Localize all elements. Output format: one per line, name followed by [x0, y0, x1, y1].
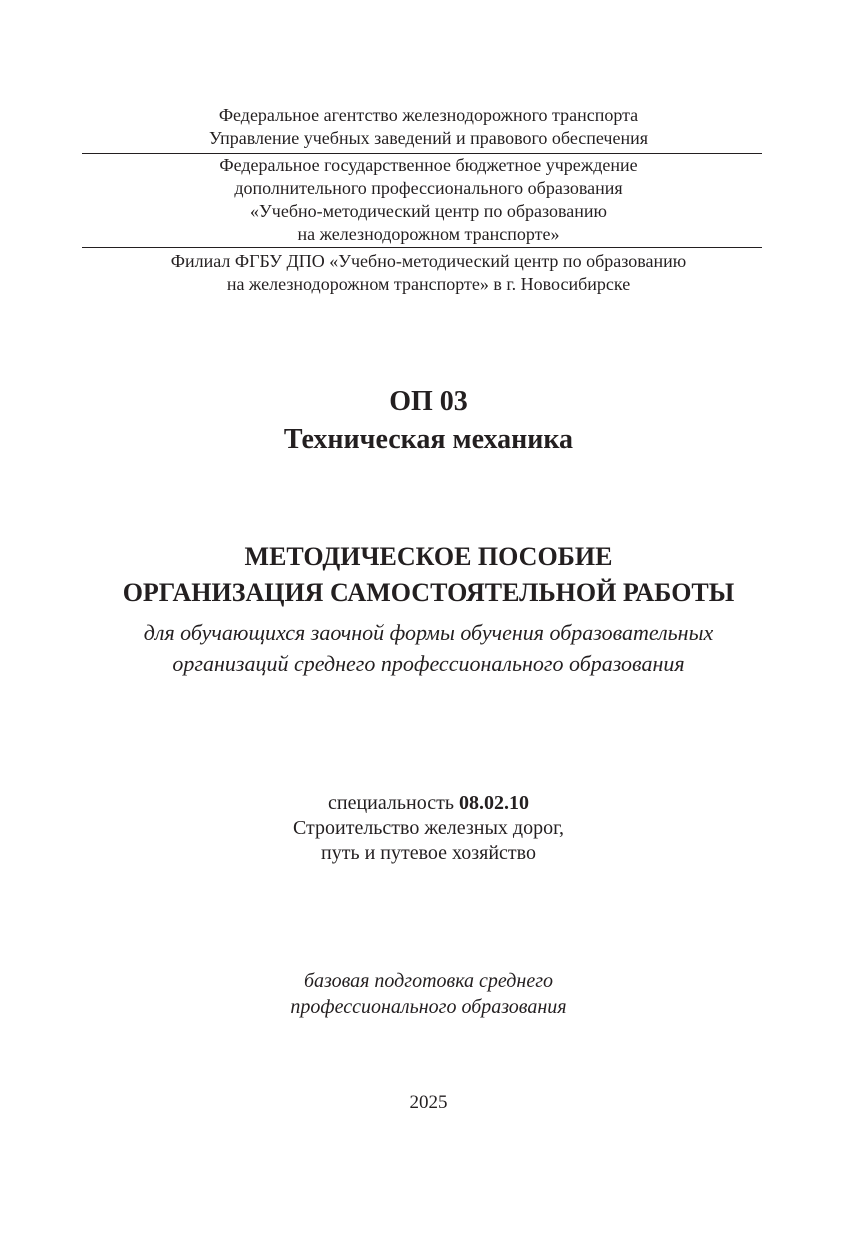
branch-line-2: на железнодорожном транспорте» в г. Новосибирске: [226, 274, 631, 294]
specialty-block: [0, 791, 857, 866]
specialty-code-line: [0, 791, 857, 816]
audience-block: [0, 617, 857, 679]
branch-block: [0, 250, 857, 296]
specialty-code: 08.02.10: [458, 792, 529, 814]
document-type-line-1: МЕТОДИЧЕСКОЕ ПОСОБИЕ: [244, 542, 613, 571]
agency-line-1: Федеральное агентство железнодорожного транспорта: [218, 105, 639, 125]
discipline-code: ОП 03: [389, 386, 468, 417]
institution-block: [0, 154, 857, 246]
publication-year: 2025: [409, 1092, 448, 1113]
document-type-block: [0, 539, 857, 611]
institution-line-4: на железнодорожном транспорте»: [297, 224, 560, 244]
institution-line-3: «Учебно-методический центр по образованию: [250, 201, 607, 221]
training-level-block: [0, 968, 857, 1020]
training-level-line-2: профессионального образования: [290, 996, 567, 1018]
document-type-line-2: ОРГАНИЗАЦИЯ САМОСТОЯТЕЛЬНОЙ РАБОТЫ: [122, 578, 735, 607]
audience-line-2: организаций среднего профессионального образования: [172, 651, 685, 676]
specialty-prefix: специальность: [328, 792, 459, 814]
header-divider-bottom: [82, 247, 762, 248]
audience-line-1: для обучающихся заочной формы обучения образовательных: [143, 620, 714, 645]
institution-line-1: Федеральное государственное бюджетное учреждение: [219, 155, 638, 175]
institution-line-2: дополнительного профессионального образования: [234, 178, 623, 198]
specialty-name-line-2: путь и путевое хозяйство: [321, 842, 536, 864]
branch-line-1: Филиал ФГБУ ДПО «Учебно-методический центр по образованию: [170, 251, 687, 271]
specialty-name-line-1: Строительство железных дорог,: [292, 817, 565, 839]
agency-line-2: Управление учебных заведений и правового обеспечения: [208, 128, 649, 148]
training-level-line-1: базовая подготовка среднего: [303, 970, 554, 992]
agency-block: [0, 104, 857, 150]
discipline-block: [0, 383, 857, 459]
discipline-name: Техническая механика: [283, 424, 574, 455]
